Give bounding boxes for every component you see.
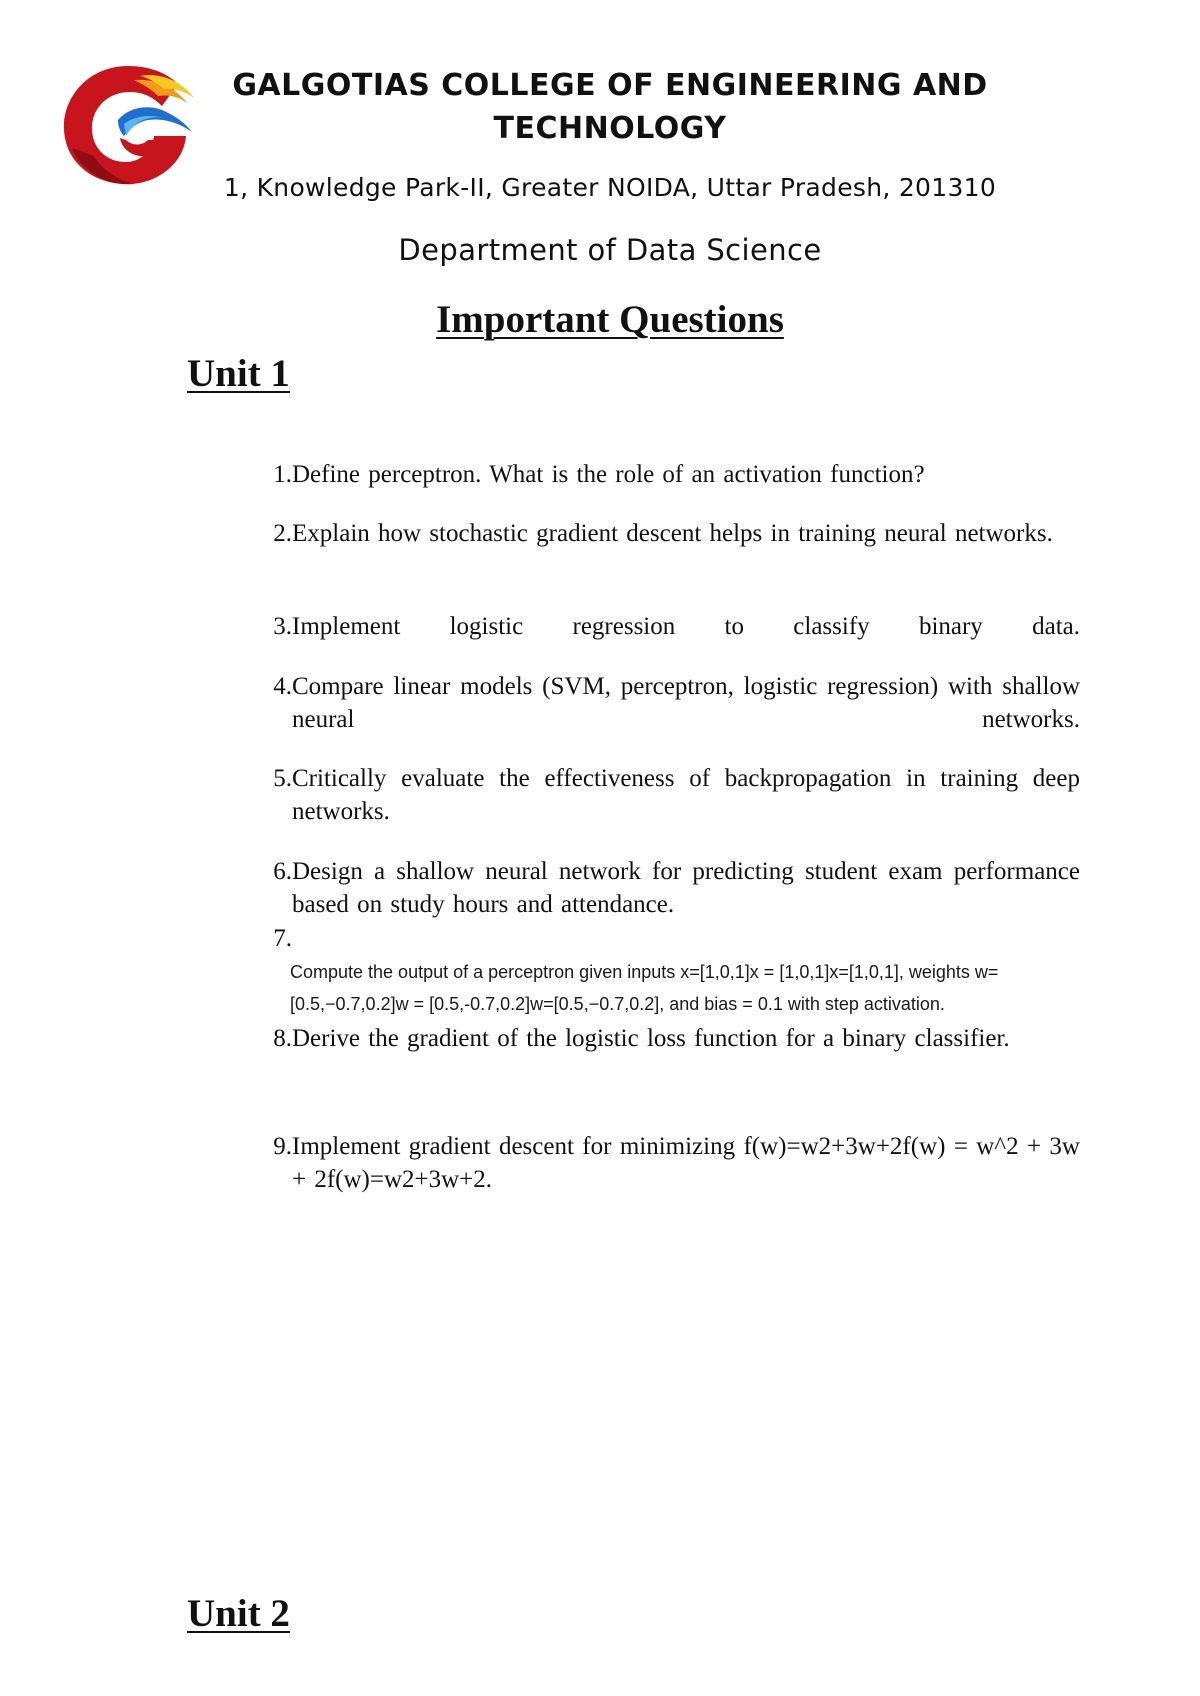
question-number: 3. — [273, 613, 292, 640]
question-number: 9. — [273, 1133, 292, 1160]
question-text: Compute the output of a perceptron given inputs x=[1,0,1]x = [1,0,1]x=[1,0,1], weights w=[0.5,−0.7,0.2]w = [0.5,-0.7,0.2]w=[0.5,−0.7,0.2], and bias = 0.1 with step activation. — [290, 962, 999, 1014]
question-text: Implement logistic regression to classify binary data. — [292, 613, 1080, 640]
question-number: 2. — [273, 520, 292, 547]
galgotias-logo-icon — [58, 58, 198, 188]
college-name: GALGOTIAS COLLEGE OF ENGINEERING AND TECHNOLOGY — [232, 68, 988, 146]
question-text: Explain how stochastic gradient descent helps in training neural networks. — [292, 520, 1053, 547]
unit-heading: Unit 1 — [187, 352, 290, 395]
question-text: Derive the gradient of the logistic loss function for a binary classifier. — [292, 1025, 1010, 1052]
department-name: Department of Data Science — [398, 233, 822, 267]
question-number: 7. — [273, 925, 292, 952]
question-text: Compare linear models (SVM, perceptron, logistic regression) with shallow neural networks. — [292, 673, 1080, 733]
unit-heading: Unit 2 — [187, 1592, 290, 1635]
question-number: 4. — [273, 673, 292, 700]
question-text: Critically evaluate the effectiveness of backpropagation in training deep networks. — [292, 765, 1080, 825]
question-text: Design a shallow neural network for predicting student exam performance based on study hours and attendance. — [292, 858, 1080, 918]
question-number: 1. — [273, 461, 292, 488]
page-title: Important Questions — [436, 298, 784, 341]
question-text: Implement gradient descent for minimizing f(w)=w2+3w+2f(w) = w^2 + 3w + 2f(w)=w2+3w+2. — [292, 1133, 1080, 1193]
college-address: 1, Knowledge Park-II, Greater NOIDA, Uttar Pradesh, 201310 — [223, 173, 997, 202]
question-number: 5. — [273, 765, 292, 792]
question-text: Define perceptron. What is the role of an activation function? — [292, 461, 925, 488]
question-number: 6. — [273, 858, 292, 885]
question-number: 8. — [273, 1025, 292, 1052]
